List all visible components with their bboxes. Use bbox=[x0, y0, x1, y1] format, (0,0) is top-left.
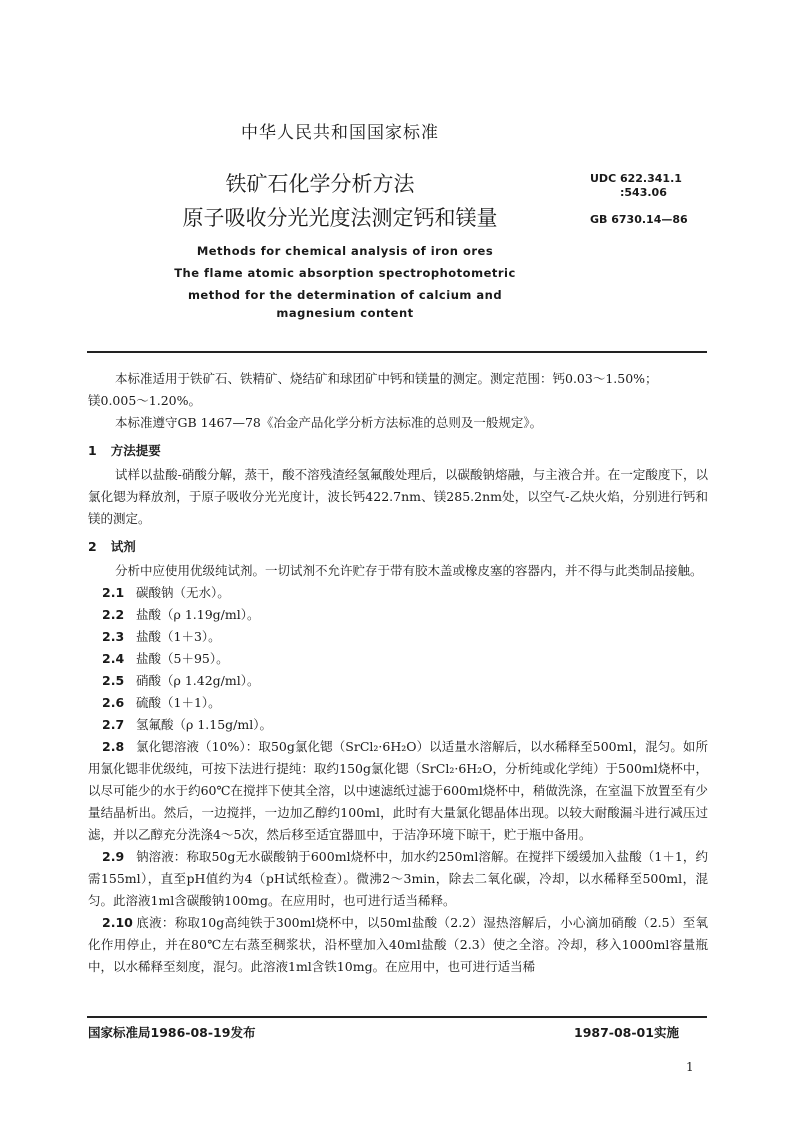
effective-date: 1987-08-01实施 bbox=[574, 1025, 679, 1040]
item-number: 2.7 bbox=[102, 717, 125, 732]
reagent-item bbox=[88, 692, 708, 714]
item-number: 2.2 bbox=[102, 607, 125, 622]
section-1-title: 方法提要 bbox=[110, 443, 161, 458]
reagent-item-2-10 bbox=[88, 912, 708, 978]
reagent-item bbox=[88, 626, 708, 648]
item-number: 2.10 bbox=[102, 915, 133, 930]
compliance-text: 本标准遵守GB 1467—78《冶金产品化学分析方法标准的总则及一般规定》。 bbox=[115, 415, 543, 430]
reagent-item bbox=[88, 714, 708, 736]
header-divider bbox=[87, 351, 707, 353]
udc-code-sub: :543.06 bbox=[620, 186, 667, 199]
section-1-number: 1 bbox=[88, 443, 97, 458]
scope-line2: 镁0.005～1.20%。 bbox=[88, 393, 201, 408]
item-number: 2.8 bbox=[102, 739, 125, 754]
section-1-text: 试样以盐酸-硝酸分解，蒸干，酸不溶残渣经氢氟酸处理后，以碳酸钠熔融，与主液合并。在一定酸度下，以氯化锶为释放剂，于原子吸收分光光度计，波长钙422.7nm、镁285.2nm处，以空气-乙炔火焰，分别进行钙和镁的测定。 bbox=[88, 467, 708, 526]
item-text: 底液：称取10g高纯铁于300ml烧杯中，以50ml盐酸（2.2）湿热溶解后，小心滴加硝酸（2.5）至氧化作用停止，并在80℃左右蒸至稠浆状，沿杯壁加入40ml盐酸（2.3）使之全溶。冷却，移入1000ml容量瓶中，以水稀释至刻度，混匀。此溶液1ml含铁10mg。在应用中，也可进行适当稀 bbox=[88, 915, 708, 974]
reagent-item bbox=[88, 648, 708, 670]
reagent-item bbox=[88, 582, 708, 604]
national-standard-label: 中华人民共和国国家标准 bbox=[241, 123, 439, 143]
item-text: 盐酸（1＋3）。 bbox=[136, 629, 221, 644]
item-text: 氯化锶溶液（10%）：取50g氯化锶（SrCl₂·6H₂O）以适量水溶解后，以水稀释至500ml，混匀。如所用氯化锶非优级纯，可按下法进行提纯：取约150g氯化锶（SrCl₂·6H₂O，分析纯或化学纯）于500ml烧杯中，以尽可能少的水于约60℃在搅拌下使其全溶，以中速滤纸过滤于600ml烧杯中，稍做洗涤，在室温下放置至有少量结晶析出。然后，一边搅拌，一边加乙醇约100ml，此时有大量氯化锶晶体出现。以较大耐酸漏斗进行减压过滤，并以乙醇充分洗涤4～5次，然后移至适宜器皿中，于洁净环境下晾干，贮于瓶中备用。 bbox=[88, 739, 708, 842]
document-body bbox=[88, 368, 708, 978]
reagent-item bbox=[88, 604, 708, 626]
item-text: 碳酸钠（无水）。 bbox=[136, 585, 230, 600]
item-text: 盐酸（5＋95）。 bbox=[136, 651, 229, 666]
footer-divider bbox=[87, 1016, 707, 1018]
scope-line1: 本标准适用于铁矿石、铁精矿、烧结矿和球团矿中钙和镁量的测定。测定范围：钙0.03～1.50%； bbox=[115, 371, 658, 386]
item-number: 2.1 bbox=[102, 585, 125, 600]
section-2-intro: 分析中应使用优级纯试剂。一切试剂不允许贮存于带有胶木盖或橡皮塞的容器内，并不得与此类制品接触。 bbox=[115, 563, 703, 578]
standard-title-line1: 铁矿石化学分析方法 bbox=[225, 172, 415, 196]
reagent-item bbox=[88, 670, 708, 692]
english-title-line2: The flame atomic absorption spectrophotometric bbox=[174, 266, 516, 280]
section-1-heading bbox=[88, 440, 708, 462]
item-text: 盐酸（ρ 1.19g/ml）。 bbox=[136, 607, 260, 622]
item-number: 2.5 bbox=[102, 673, 125, 688]
reagent-item-2-8 bbox=[88, 736, 708, 846]
english-title-line3: method for the determination of calcium and bbox=[187, 288, 503, 302]
item-number: 2.9 bbox=[102, 849, 125, 864]
issue-date: 国家标准局1986-08-19发布 bbox=[88, 1025, 256, 1040]
udc-code: UDC 622.341.1 bbox=[590, 172, 682, 185]
reagent-item-2-9 bbox=[88, 846, 708, 912]
english-title-line1: Methods for chemical analysis of iron ores bbox=[196, 244, 494, 258]
section-2-title: 试剂 bbox=[110, 539, 136, 554]
gb-number: GB 6730.14—86 bbox=[590, 213, 688, 226]
page-number: 1 bbox=[686, 1060, 694, 1074]
item-number: 2.3 bbox=[102, 629, 125, 644]
section-2-number: 2 bbox=[88, 539, 97, 554]
item-text: 钠溶液：称取50g无水碳酸钠于600ml烧杯中，加水约250ml溶解。在搅拌下缓缓加入盐酸（1＋1，约需155ml），直至pH值约为4（pH试纸检查）。微沸2～3min，除去二氧化碳，冷却，以水稀释至500ml，混匀。此溶液1ml含碳酸钠100mg。在应用时，也可进行适当稀释。 bbox=[88, 849, 708, 908]
section-2-heading bbox=[88, 536, 708, 558]
english-title-line4: magnesium content bbox=[276, 306, 414, 320]
item-number: 2.6 bbox=[102, 695, 125, 710]
item-text: 硫酸（1＋1）。 bbox=[136, 695, 221, 710]
item-number: 2.4 bbox=[102, 651, 125, 666]
standard-title-line2: 原子吸收分光光度法测定钙和镁量 bbox=[182, 206, 498, 230]
item-text: 氢氟酸（ρ 1.15g/ml）。 bbox=[136, 717, 272, 732]
item-text: 硝酸（ρ 1.42g/ml）。 bbox=[136, 673, 260, 688]
